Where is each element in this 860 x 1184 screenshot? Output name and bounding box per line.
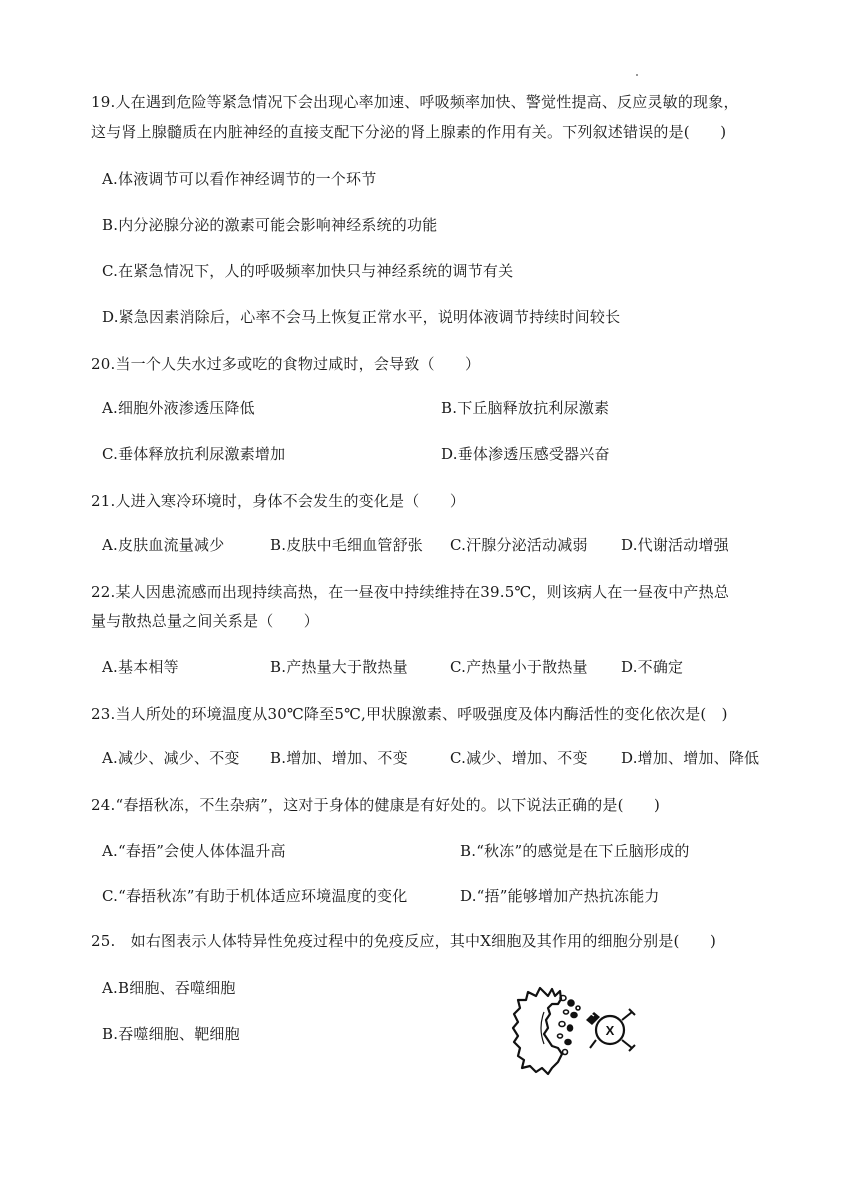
q22-option-d: D.不确定 (621, 658, 684, 676)
question-25-stem: 25. 如右图表示人体特异性免疫过程中的免疫反应，其中X细胞及其作用的细胞分别是( ) (91, 932, 717, 950)
question-22-line-2: 量与散热总量之间关系是（ ） (91, 612, 320, 630)
x-cell-label: X (605, 1023, 615, 1038)
q25-option-a: A.B细胞、吞噬细胞 (102, 979, 236, 997)
q23-option-b: B.增加、增加、不变 (270, 749, 408, 767)
q23-option-c: C.减少、增加、不变 (450, 749, 588, 767)
q22-option-a: A.基本相等 (102, 658, 179, 676)
question-21-stem: 21.人进入寒冷环境时，身体不会发生的变化是（ ） (91, 492, 466, 510)
question-24-stem: 24.“春捂秋冻，不生杂病”，这对于身体的健康是有好处的。以下说法正确的是( ) (91, 796, 661, 814)
q20-option-c: C.垂体释放抗利尿激素增加 (102, 445, 286, 463)
question-19-line-2: 这与肾上腺髓质在内脏神经的直接支配下分泌的肾上腺素的作用有关。下列叙述错误的是( ) (91, 123, 727, 141)
x-cell (586, 1009, 635, 1051)
q24-option-c: C.“春捂秋冻”有助于机体适应环境温度的变化 (102, 887, 408, 905)
q23-option-d: D.增加、增加、降低 (621, 749, 760, 767)
q23-option-a: A.减少、减少、不变 (102, 749, 240, 767)
q24-option-a: A.“春捂”会使人体体温升高 (102, 842, 286, 860)
question-19-line-1: 19.人在遇到危险等紧急情况下会出现心率加速、呼吸频率加快、警觉性提高、反应灵敏的现象， (91, 93, 739, 111)
target-cell-membrane (513, 988, 562, 1074)
q21-option-b: B.皮肤中毛细血管舒张 (270, 536, 423, 554)
q19-option-d: D.紧急因素消除后，心率不会马上恢复正常水平，说明体液调节持续时间较长 (102, 308, 621, 326)
cell-fragments (558, 996, 581, 1055)
q22-option-c: C.产热量小于散热量 (450, 658, 588, 676)
immune-response-figure (508, 982, 653, 1082)
q20-option-b: B.下丘脑释放抗利尿激素 (441, 399, 610, 417)
question-20-stem: 20.当一个人失水过多或吃的食物过咸时，会导致（ ） (91, 355, 481, 373)
target-cell-inner-edge (541, 1012, 544, 1044)
q21-option-c: C.汗腺分泌活动减弱 (450, 536, 588, 554)
q21-option-d: D.代谢活动增强 (621, 536, 729, 554)
q20-option-d: D.垂体渗透压感受器兴奋 (441, 445, 610, 463)
q20-option-a: A.细胞外液渗透压降低 (102, 399, 255, 417)
q22-option-b: B.产热量大于散热量 (270, 658, 408, 676)
q19-option-b: B.内分泌腺分泌的激素可能会影响神经系统的功能 (102, 216, 438, 234)
q24-option-d: D.“捂”能够增加产热抗冻能力 (460, 887, 660, 905)
question-23-stem: 23.当人所处的环境温度从30℃降至5℃,甲状腺激素、呼吸强度及体内酶活性的变化依次是( ) (91, 705, 728, 723)
q19-option-c: C.在紧急情况下，人的呼吸频率加快只与神经系统的调节有关 (102, 262, 514, 280)
scan-dot (636, 74, 638, 76)
q21-option-a: A.皮肤血流量减少 (102, 536, 225, 554)
question-22-line-1: 22.某人因患流感而出现持续高热，在一昼夜中持续维持在39.5℃，则该病人在一昼夜中产热总 (91, 583, 730, 601)
q24-option-b: B.“秋冻”的感觉是在下丘脑形成的 (460, 842, 690, 860)
q19-option-a: A.体液调节可以看作神经调节的一个环节 (102, 170, 377, 188)
q25-option-b: B.吞噬细胞、靶细胞 (102, 1025, 240, 1043)
